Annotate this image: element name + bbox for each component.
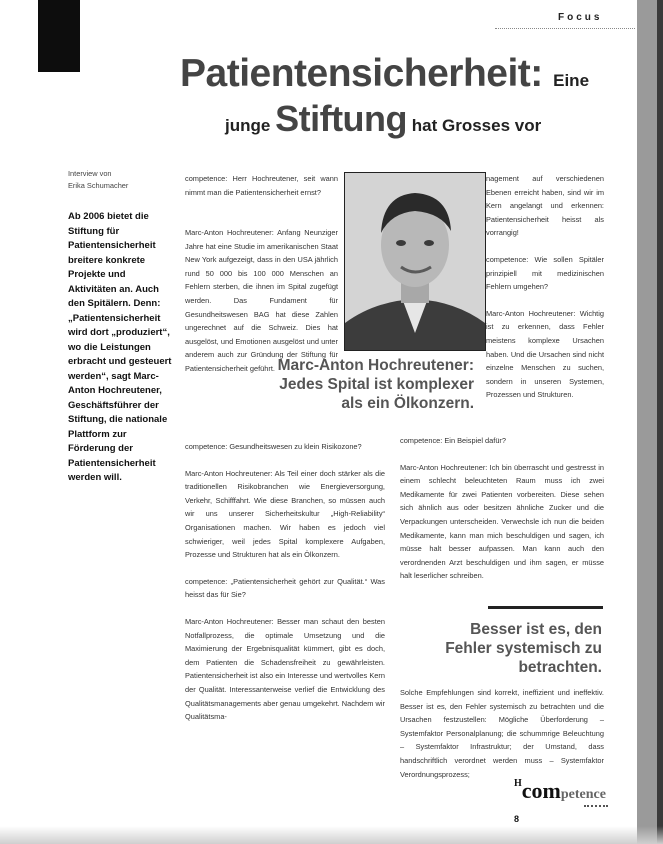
author-line-2: Erika Schumacher [68, 181, 129, 190]
headline-stiftung: Stiftung [275, 98, 408, 139]
headline-line-2 [225, 98, 541, 140]
corner-black-tab [38, 0, 80, 72]
pull-quote-2-rule [488, 606, 603, 609]
column-3-paragraph-final: Solche Empfehlungen sind korrekt, ineffizient und ineffektiv. Besser ist es, den Fehler systemisch zu betrachten und die Ursachen festzustellen: Mögliche Überforderung – Systemfaktor Personalplanung; die schummrige Beleuchtung – Systemfaktor Infrastruktur; der Umstand, dass handschriftlich verordnet werden muss – Systemfaktor Verordnungsprozess; [400, 688, 604, 779]
logo-main: com [521, 778, 561, 803]
page-number: 8 [514, 814, 520, 824]
author-credit [68, 168, 183, 192]
pull-quote-1: Marc-Anton Hochreutener: Jedes Spital ist komplexer als ein Ölkonzern. [277, 357, 474, 412]
column-3-question-2: competence: Ein Beispiel dafür? [400, 436, 506, 445]
headline-eine: Eine [553, 71, 590, 90]
page-bottom-shadow [0, 826, 663, 844]
portrait-illustration [345, 173, 485, 350]
pull-quote-2: Besser ist es, den Fehler systemisch zu betrachten. [445, 621, 602, 676]
column-3-question-1: competence: Wie sollen Spitäler prinzipiell mit medizinischen Fehlern umgehen? [486, 254, 604, 292]
lead-paragraph: Ab 2006 bietet die Stiftung für Patientensicherheit breitere konkrete Projekte und Aktivitäten an. Auch den Spitälern. Denn: „Patientensicherheit wird dort „produziert“, wo die Leistungen erbracht und gesteuert werden“, sagt Marc-Anton Hochreutener, Geschäftsführer der Stiftung, die nationale Plattform zur Förderung der Patientensicherheit werden will. [68, 211, 172, 483]
column-3-answer-1: Marc-Anton Hochreutener: Wichtig ist zu erkennen, dass Fehler meistens komplexe Ursachen haben. Und die Ursachen sind nicht einzelne Menschen zu suchen, sondern in unseren Systemen, Prozessen und Strukturen. [486, 308, 604, 400]
headline-patientensicherheit: Patientensicherheit: [180, 52, 543, 95]
column-2-top [185, 172, 338, 212]
column-3-answer-2: Marc-Anton Hochreutener: Ich bin überrascht und gestresst in einem schlecht beleuchteten Raum muss ich zwei Medikamente für zwei Patienten vorbereiten. Diese sehen sich ähnlich aus oder besitzen ähnliche Zucker und die Verpackungen unterscheiden. Verwechsle ich nun die beiden Medikamente, kann man mich beschuldigen und sagen, ich müsse halt besser aufpassen. Man kann auch den verordnenden Arzt beschuldigen und ihm sagen, er müsse halt leserlicher schreiben. [400, 462, 604, 581]
column-2-question-2: competence: Gesundheitswesen zu klein Risikozone? [185, 442, 362, 451]
headline-rest: hat Grosses vor [411, 116, 542, 135]
column-3-paragraph-1: nagement auf verschiedenen Ebenen erreicht haben, sind wir im Kern angelangt und erkennen: Patientensicherheit heisst als vorrangig! [486, 174, 604, 238]
column-2-question-3: competence: „Patientensicherheit gehört zur Qualität.“ Was heisst das für Sie? [185, 576, 385, 600]
section-label: Focus [558, 12, 603, 23]
section-rule [495, 28, 635, 29]
author-line-1: Interview von [68, 169, 112, 178]
competence-logo [514, 778, 606, 804]
logo-lead-letter: H [514, 778, 522, 789]
column-3-middle [400, 434, 604, 596]
column-2-answer-3: Marc-Anton Hochreutener: Besser man schaut den besten Notfallprozess, die optimale Umsetzung und die Maximierung der Ergebnisqualität kümmert, gibt es doch, dem Patienten die Schadensfreiheit zu gewährleisten. Patientensicherheit ist also ein Interesse und wertvolles Kern der Qualität. Interessanterweise verlief die Entwicklung des Qualitätsmanagements aber genau umgekehrt. Nachdem wir Qualitätsma- [185, 616, 385, 722]
column-3-top [486, 172, 604, 415]
column-2-question-1: competence: Herr Hochreutener, seit wann nimmt man die Patientensicherheit ernst? [185, 174, 338, 197]
page-edge-shadow [657, 0, 663, 844]
headline-junge: junge [225, 116, 271, 135]
portrait-photo [344, 172, 486, 351]
column-2-lower [185, 440, 385, 737]
logo-rest: petence [560, 787, 606, 802]
column-2-paragraph-2: Marc-Anton Hochreutener: Anfang Neunziger Jahre hat eine Studie im amerikanischen Staat New York aufgezeigt, dass in den USA jährlich rund 50 000 bis 100 000 Menschen an Fehlern sterben, die ihnen im Spital zugefügt werden. Das Fundament für Gesundheitswesen BAG hat diese Zahlen ungerechnet auf die Schweiz. Dies hat ausgelöst, und Emotionen ausgelöst und unter anderem auch zur Gründung der Stiftung für Patientensicherheit geführt. [185, 228, 338, 373]
column-2-answer-2: Marc-Anton Hochreutener: Als Teil einer doch stärker als die traditionellen Risikobranchen wie Energieversorgung, Verkehr, Schifffahrt. Wie diese Branchen, so müssen auch wir uns unserer Sicherheitskultur „High-Reliability“ Organisationen machen. Wir haben es jedoch viel schwieriger, weil jedes Spital komplexere Aufgaben, Prozesse und Strukturen hat als ein Ölkonzern. [185, 468, 385, 560]
headline-line-1 [180, 52, 589, 96]
logo-dots [584, 805, 608, 807]
